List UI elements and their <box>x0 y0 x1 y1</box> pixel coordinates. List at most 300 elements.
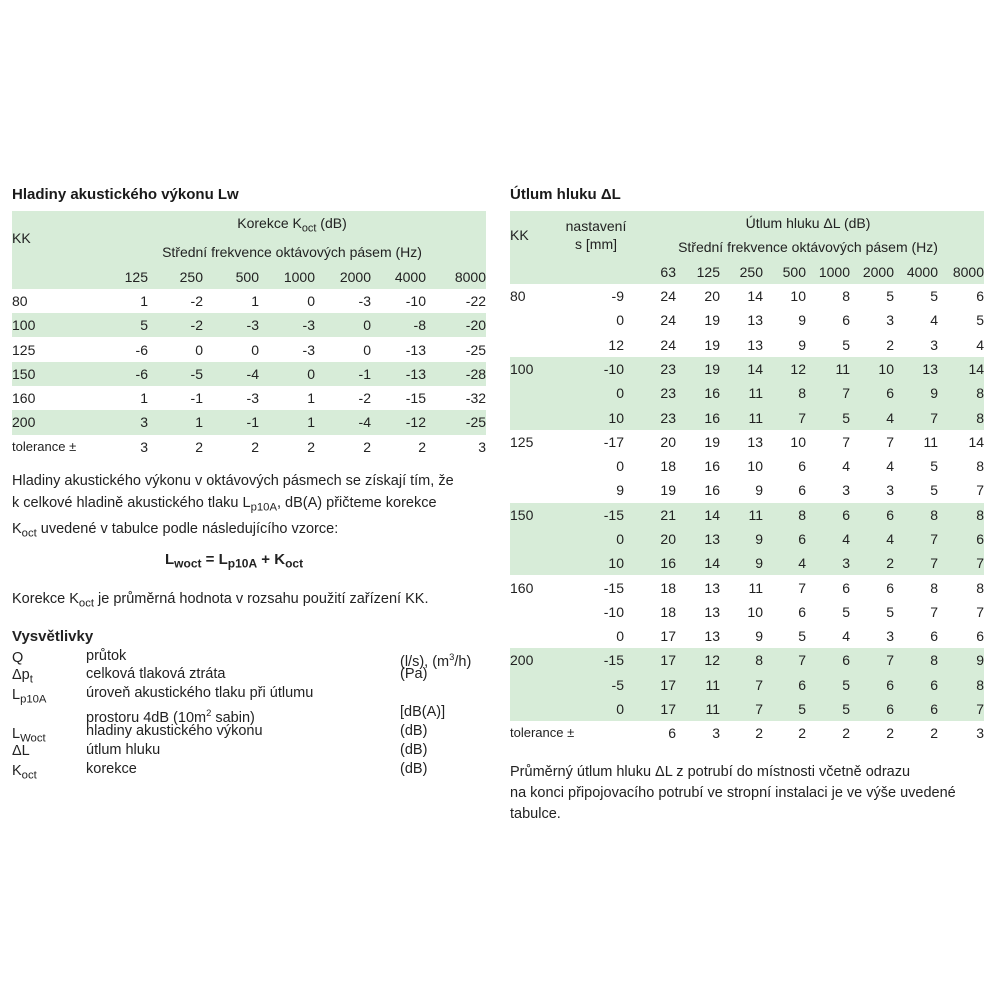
value-cell: 7 <box>938 697 984 721</box>
legend-desc: celková tlaková ztráta <box>86 666 226 682</box>
value-cell: 5 <box>98 313 148 337</box>
table-row <box>510 551 984 575</box>
header-row <box>12 211 486 240</box>
value-cell: 14 <box>968 433 985 450</box>
table-row <box>510 308 984 332</box>
kk-cell <box>510 673 560 697</box>
legend-title: Vysvětlivky <box>12 628 94 645</box>
kk-cell: 200 <box>12 410 98 434</box>
value-cell: 6 <box>763 527 806 551</box>
value-cell: 4 <box>850 527 894 551</box>
value-cell: 0 <box>315 313 371 337</box>
value-cell: 2 <box>418 438 426 455</box>
attenuation-header: Útlum hluku ΔL (dB) <box>632 211 984 235</box>
table-row <box>12 289 486 313</box>
value-cell: 0 <box>259 362 315 386</box>
kk-cell: tolerance ± <box>510 725 575 741</box>
value-cell: 4 <box>976 336 985 353</box>
frequency-cell: 125 <box>98 265 148 289</box>
value-cell: 18 <box>660 458 676 475</box>
table-row <box>510 284 984 308</box>
legend-symbol: ΔL <box>12 743 30 759</box>
kk-cell: tolerance ± <box>12 438 77 454</box>
value-cell: 10 <box>747 458 763 475</box>
value-cell: 18 <box>660 579 676 596</box>
frequency-row <box>12 265 486 289</box>
value-cell: 13 <box>747 312 763 329</box>
legend-desc: úroveň akustického tlaku při útlumu <box>86 685 314 701</box>
legend-desc: útlum hluku <box>86 742 161 758</box>
attenuation-title: Útlum hluku ΔL <box>510 186 621 203</box>
value-cell: 19 <box>704 433 720 450</box>
value-cell: 16 <box>676 381 720 405</box>
value-cell: 13 <box>704 579 720 596</box>
table-row <box>12 386 486 410</box>
value-cell: 8 <box>894 648 938 672</box>
value-cell: 16 <box>704 458 720 475</box>
value-cell: 5 <box>886 288 894 305</box>
legend-unit: (l/s), $(m^3/h)$ <box>400 651 472 670</box>
value-cell: 9 <box>798 312 806 329</box>
value-cell: 8 <box>930 579 938 596</box>
value-cell: 16 <box>704 482 720 499</box>
value-cell: 17 <box>632 648 676 672</box>
value-cell: 6 <box>894 697 938 721</box>
value-cell: 11 <box>923 433 938 450</box>
value-cell: 6 <box>798 482 806 499</box>
value-cell: -1 <box>203 410 259 434</box>
value-cell: 2 <box>930 725 938 742</box>
value-cell: 6 <box>850 697 894 721</box>
table-row <box>510 405 984 429</box>
value-cell: 6 <box>938 527 984 551</box>
value-cell: 7 <box>894 405 938 429</box>
value-cell: 1 <box>259 410 315 434</box>
setting-cell: 0 <box>616 628 624 645</box>
value-cell: 6 <box>806 648 850 672</box>
value-cell: 5 <box>798 628 806 645</box>
table-row <box>510 624 984 648</box>
value-cell: 8 <box>720 648 763 672</box>
legend-desc: průtok <box>86 648 127 664</box>
value-cell: 13 <box>747 336 763 353</box>
frequency-cell: 2000 <box>850 260 894 284</box>
value-cell: 0 <box>363 341 371 358</box>
value-cell: -25 <box>426 410 486 434</box>
value-cell: 0 <box>195 341 203 358</box>
value-cell: 20 <box>660 433 676 450</box>
value-cell: 6 <box>798 603 806 620</box>
setting-cell: 10 <box>560 405 632 429</box>
value-cell: 6 <box>763 673 806 697</box>
value-cell: 10 <box>790 288 806 305</box>
value-cell: 6 <box>842 312 850 329</box>
value-cell: 7 <box>842 433 850 450</box>
value-cell: -22 <box>465 293 487 309</box>
value-cell: 9 <box>720 527 763 551</box>
value-cell: 11 <box>720 503 763 527</box>
value-cell: 13 <box>704 628 720 645</box>
value-cell: 13 <box>894 357 938 381</box>
setting-cell: -9 <box>611 288 624 305</box>
value-cell: -3 <box>302 341 315 358</box>
value-cell: 9 <box>755 482 763 499</box>
kk-cell <box>510 600 560 624</box>
value-cell: -20 <box>426 313 486 337</box>
value-cell: -28 <box>426 362 486 386</box>
value-cell: 6 <box>850 381 894 405</box>
setting-cell: -10 <box>603 603 624 620</box>
setting-header: nastavení s [mm] <box>560 211 632 260</box>
legend-symbol: $K_{oct}$ <box>12 763 37 782</box>
kk-cell: 80 <box>12 293 28 309</box>
value-cell: 4 <box>930 312 938 329</box>
value-cell: 1 <box>140 293 148 309</box>
value-cell: -8 <box>371 313 426 337</box>
value-cell: -12 <box>371 410 426 434</box>
setting-cell: 0 <box>560 381 632 405</box>
value-cell: 4 <box>806 527 850 551</box>
setting-cell: 0 <box>560 527 632 551</box>
kk-cell <box>510 697 560 721</box>
setting-cell: -5 <box>560 673 632 697</box>
value-cell: 13 <box>704 603 720 620</box>
legend-unit: (dB) <box>400 742 428 758</box>
legend-desc: prostoru 4dB ($10m^2$ sabin) <box>86 707 255 726</box>
value-cell: -2 <box>190 293 203 309</box>
value-cell: 6 <box>668 725 676 742</box>
legend-unit: (dB) <box>400 761 428 777</box>
value-cell: 3 <box>712 725 720 742</box>
value-cell: 9 <box>894 381 938 405</box>
value-cell: 10 <box>790 433 806 450</box>
value-cell: 4 <box>842 628 850 645</box>
value-cell: 7 <box>894 551 938 575</box>
value-cell: 5 <box>886 603 894 620</box>
value-cell: 2 <box>842 725 850 742</box>
value-cell: 3 <box>98 410 148 434</box>
value-cell: 1 <box>148 410 203 434</box>
frequency-header: Střední frekvence oktávových pásem (Hz) <box>632 235 984 259</box>
setting-cell: -17 <box>603 433 624 450</box>
value-cell: 2 <box>850 551 894 575</box>
value-cell: 8 <box>938 673 984 697</box>
sound-power-table <box>12 211 486 459</box>
table-row <box>510 430 984 454</box>
frequency-cell: 4000 <box>894 260 938 284</box>
value-cell: 2 <box>886 336 894 353</box>
value-cell: -2 <box>148 313 203 337</box>
value-cell: 9 <box>798 336 806 353</box>
table-row <box>12 410 486 434</box>
value-cell: 23 <box>632 381 676 405</box>
value-cell: -3 <box>203 313 259 337</box>
value-cell: 0 <box>251 341 259 358</box>
value-cell: 10 <box>747 603 763 620</box>
value-cell: 19 <box>704 312 720 329</box>
value-cell: 11 <box>806 357 850 381</box>
value-cell: 23 <box>632 357 676 381</box>
value-cell: 4 <box>842 458 850 475</box>
correction-note: Korekce $K_{oct}$ je průměrná hodnota v rozsahu použití zařízení KK. <box>12 591 429 610</box>
value-cell: -25 <box>465 341 487 358</box>
header-row <box>510 211 984 235</box>
value-cell: 1 <box>140 390 148 407</box>
value-cell: 4 <box>763 551 806 575</box>
value-cell: 19 <box>660 482 676 499</box>
kk-cell: 200 <box>510 648 560 672</box>
value-cell: -2 <box>358 390 371 407</box>
value-cell: 2 <box>886 725 894 742</box>
kk-cell: 80 <box>510 288 526 305</box>
value-cell: -3 <box>259 313 315 337</box>
value-cell: 6 <box>886 579 894 596</box>
value-cell: 13 <box>747 433 763 450</box>
kk-cell: 100 <box>510 357 560 381</box>
setting-cell: -10 <box>560 357 632 381</box>
kk-header: KK <box>510 211 560 260</box>
value-cell: 6 <box>930 628 938 645</box>
sound-power-title: Hladiny akustického výkonu Lw <box>12 186 239 203</box>
setting-cell: -15 <box>560 503 632 527</box>
value-cell: 7 <box>886 433 894 450</box>
setting-cell: 10 <box>560 551 632 575</box>
value-cell: 7 <box>894 527 938 551</box>
value-cell: 11 <box>720 405 763 429</box>
value-cell: 5 <box>806 673 850 697</box>
kk-cell: 125 <box>12 341 36 358</box>
value-cell: 2 <box>755 725 763 742</box>
value-cell: 9 <box>755 628 763 645</box>
value-cell: 11 <box>720 381 763 405</box>
legend-symbol: Q <box>12 650 24 666</box>
setting-cell: 0 <box>560 697 632 721</box>
value-cell: 0 <box>307 293 315 309</box>
setting-cell: -15 <box>560 648 632 672</box>
value-cell: 3 <box>806 551 850 575</box>
value-cell: -6 <box>98 362 148 386</box>
value-cell: -5 <box>148 362 203 386</box>
value-cell: 17 <box>632 673 676 697</box>
value-cell: 19 <box>704 336 720 353</box>
value-cell: -6 <box>135 341 148 358</box>
value-cell: 24 <box>660 288 676 305</box>
legend-desc: hladiny akustického výkonu <box>86 723 263 739</box>
value-cell: 7 <box>976 603 985 620</box>
legend-unit: (dB) <box>400 723 428 739</box>
table-row <box>510 478 984 502</box>
formula: $L_{woct} = L_{p10A} + K_{oct}$ <box>165 551 304 571</box>
value-cell: 9 <box>938 648 984 672</box>
value-cell: 5 <box>763 697 806 721</box>
value-cell: 8 <box>842 288 850 305</box>
setting-cell: 0 <box>616 312 624 329</box>
kk-cell <box>510 381 560 405</box>
value-cell: 3 <box>478 438 487 455</box>
value-cell: 16 <box>676 405 720 429</box>
value-cell: 20 <box>632 527 676 551</box>
value-cell: 24 <box>660 336 676 353</box>
value-cell: 6 <box>894 673 938 697</box>
table-row <box>12 362 486 386</box>
legend-symbol: $L_{p10A}$ <box>12 687 47 706</box>
legend-unit: (Pa) <box>400 666 428 682</box>
frequency-cell: 1000 <box>806 260 850 284</box>
frequency-cell: 4000 <box>371 265 426 289</box>
value-cell: 5 <box>806 405 850 429</box>
frequency-cell: 8000 <box>426 265 486 289</box>
value-cell: 8 <box>763 381 806 405</box>
legend-unit: [dB(A)] <box>400 704 446 720</box>
kk-cell: 125 <box>510 433 534 450</box>
attenuation-note: Průměrný útlum hluku ΔL z potrubí do místnosti včetně odrazu na konci připojovacího potrubí ve stropní instalaci je ve výše uvedené tabulce. <box>510 764 956 822</box>
value-cell: 3 <box>140 438 148 455</box>
value-cell: 6 <box>976 288 985 305</box>
value-cell: 6 <box>842 579 850 596</box>
value-cell: 8 <box>976 458 985 475</box>
value-cell: 17 <box>632 697 676 721</box>
value-cell: -4 <box>203 362 259 386</box>
value-cell: 7 <box>938 551 984 575</box>
value-cell: 7 <box>720 697 763 721</box>
legend-symbol: $\Delta p_t$ <box>12 667 33 686</box>
value-cell: 2 <box>251 438 259 455</box>
frequency-cell: 63 <box>632 260 676 284</box>
value-cell: 6 <box>798 458 806 475</box>
value-cell: 6 <box>850 673 894 697</box>
value-cell: 1 <box>307 390 315 407</box>
value-cell: 2 <box>363 438 371 455</box>
value-cell: 24 <box>660 312 676 329</box>
table-row <box>510 648 984 672</box>
value-cell: 7 <box>720 673 763 697</box>
value-cell: 7 <box>976 482 985 499</box>
value-cell: 19 <box>676 357 720 381</box>
value-cell: 12 <box>763 357 806 381</box>
value-cell: 14 <box>720 357 763 381</box>
table-row <box>510 697 984 721</box>
table-row <box>12 337 486 361</box>
value-cell: 12 <box>676 648 720 672</box>
kk-cell: 160 <box>510 579 534 596</box>
value-cell: 14 <box>747 288 763 305</box>
frequency-cell: 250 <box>720 260 763 284</box>
value-cell: 3 <box>886 482 894 499</box>
value-cell: 2 <box>798 725 806 742</box>
table-row <box>510 332 984 356</box>
value-cell: 5 <box>930 458 938 475</box>
legend <box>12 647 486 787</box>
value-cell: 8 <box>976 579 985 596</box>
frequency-cell: 1000 <box>259 265 315 289</box>
value-cell: 14 <box>676 503 720 527</box>
value-cell: 5 <box>842 603 850 620</box>
value-cell: 1 <box>251 293 259 309</box>
table-row <box>510 721 984 745</box>
value-cell: 6 <box>976 628 985 645</box>
value-cell: 3 <box>886 312 894 329</box>
value-cell: 4 <box>886 458 894 475</box>
value-cell: 7 <box>763 648 806 672</box>
value-cell: 7 <box>806 381 850 405</box>
value-cell: 3 <box>886 628 894 645</box>
value-cell: 6 <box>806 503 850 527</box>
value-cell: 5 <box>930 482 938 499</box>
value-cell: -1 <box>315 362 371 386</box>
value-cell: 2 <box>195 438 203 455</box>
value-cell: 3 <box>842 482 850 499</box>
kk-header: KK <box>12 211 98 265</box>
value-cell: 16 <box>632 551 676 575</box>
frequency-cell: 125 <box>676 260 720 284</box>
setting-cell: 0 <box>616 458 624 475</box>
value-cell: 11 <box>676 697 720 721</box>
value-cell: 3 <box>976 725 985 742</box>
value-cell: 5 <box>976 312 985 329</box>
table-row <box>510 454 984 478</box>
value-cell: 8 <box>763 503 806 527</box>
frequency-cell: 2000 <box>315 265 371 289</box>
kk-cell <box>510 332 560 356</box>
kk-cell <box>510 551 560 575</box>
kk-cell <box>510 527 560 551</box>
kk-cell <box>510 405 560 429</box>
legend-symbol: $L_{Woct}$ <box>12 726 46 745</box>
kk-cell: 150 <box>12 362 98 386</box>
table-row <box>510 600 984 624</box>
kk-cell: 160 <box>12 390 36 407</box>
frequency-row <box>510 260 984 284</box>
value-cell: 13 <box>676 527 720 551</box>
table-row <box>510 503 984 527</box>
value-cell: 7 <box>763 405 806 429</box>
value-cell: 5 <box>842 336 850 353</box>
legend-desc: korekce <box>86 761 137 777</box>
frequency-cell: 500 <box>763 260 806 284</box>
setting-cell: 9 <box>616 482 624 499</box>
value-cell: -15 <box>405 390 426 407</box>
value-cell: 4 <box>850 405 894 429</box>
table-row <box>510 381 984 405</box>
value-cell: -4 <box>315 410 371 434</box>
value-cell: 14 <box>938 357 984 381</box>
value-cell: 8 <box>938 503 984 527</box>
value-cell: 6 <box>850 503 894 527</box>
table-row <box>12 435 486 459</box>
kk-cell: 150 <box>510 503 560 527</box>
value-cell: 9 <box>720 551 763 575</box>
frequency-cell: 500 <box>203 265 259 289</box>
value-cell: 21 <box>632 503 676 527</box>
value-cell: 3 <box>930 336 938 353</box>
intro-paragraph: Hladiny akustického výkonu v oktávových pásmech se získají tím, že k celkové hladině akustického tlaku $L_{p10A}$, dB(A) přičteme korekce $K_{oct}$ uvedené v tabulce podle následujícího vzorce: <box>12 473 454 540</box>
value-cell: 14 <box>676 551 720 575</box>
value-cell: -3 <box>246 390 259 407</box>
value-cell: 8 <box>894 503 938 527</box>
table-row <box>510 357 984 381</box>
table-row <box>12 313 486 337</box>
value-cell: 2 <box>307 438 315 455</box>
value-cell: -10 <box>405 293 426 309</box>
value-cell: 18 <box>660 603 676 620</box>
value-cell: 23 <box>632 405 676 429</box>
table-row <box>510 575 984 599</box>
value-cell: -1 <box>190 390 203 407</box>
value-cell: 20 <box>704 288 720 305</box>
value-cell: 7 <box>930 603 938 620</box>
value-cell: 7 <box>798 579 806 596</box>
value-cell: -3 <box>358 293 371 309</box>
